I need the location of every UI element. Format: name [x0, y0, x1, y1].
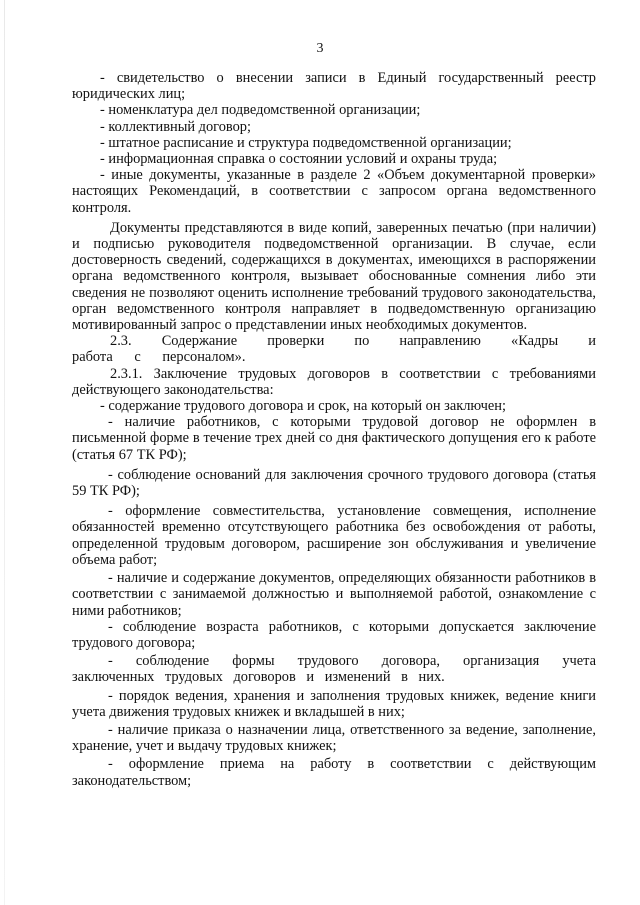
list-item: - наличие приказа о назначении лица, ответственного за ведение, заполнение, хранение, учет и выдачу трудовых книжек; — [72, 721, 596, 755]
list-item: - свидетельство о внесении записи в Единый государственный реестр юридических лиц; — [72, 70, 596, 103]
paragraph: Документы представляются в виде копий, заверенных печатью (при наличии) и подписью руководителя подведомственной организации. В случае, если достоверность сведений, содержащихся в документах, имеющихся в распоряжении органа ведомственного контроля, вызывает обоснованные сомнения либо эти сведения не позволяют оценить исполнение требований трудового законодательства, орган ведомственного контроля направляет в подведомственную организацию мотивированный запрос о представлении иных необходимых документов. — [72, 219, 596, 334]
list-item: - соблюдение оснований для заключения срочного трудового договора (статья 59 ТК РФ); — [72, 466, 596, 500]
section-heading: 2.3. Содержание проверки по направлению «Кадры и работа с персоналом». — [72, 333, 596, 366]
scan-edge — [4, 0, 5, 905]
list-item: - содержание трудового договора и срок, на который он заключен; — [100, 398, 506, 415]
list-item: - номенклатура дел подведомственной организации; — [100, 102, 421, 119]
list-item: - соблюдение формы трудового договора, организация учета заключенных трудовых договоров и изменений в них. — [72, 653, 596, 686]
list-item: - коллективный договор; — [100, 118, 252, 135]
list-item: - иные документы, указанные в разделе 2 «Объем документарной проверки» настоящих Рекомендаций, в соответствии с запросом органа ведомственного контроля. — [72, 167, 596, 216]
list-item: - порядок ведения, хранения и заполнения трудовых книжек, ведение книги учета движения трудовых книжек и вкладышей в них; — [72, 687, 596, 720]
list-item: - оформление совместительства, установление совмещения, исполнение обязанностей временно отсутствующего работника без освобождения от работы, определенной трудовым договором, расширение зон обслуживания и увеличение объема работ; — [72, 503, 596, 568]
list-item: - соблюдение возраста работников, с которыми допускается заключение трудового договора; — [72, 618, 596, 651]
list-item: - штатное расписание и структура подведомственной организации; — [100, 134, 512, 151]
list-item: - информационная справка о состоянии условий и охраны труда; — [100, 151, 498, 168]
list-item: - наличие и содержание документов, определяющих обязанности работников в соответствии с занимаемой должностью и выполняемой работой, ознакомление с ними работников; — [72, 570, 596, 619]
subsection-heading: 2.3.1. Заключение трудовых договоров в соответствии с требованиями действующего законодательства: — [72, 365, 596, 398]
list-item: - наличие работников, с которыми трудовой договор не оформлен в письменной форме в течение трех дней со дня фактического допущения его к работе (статья 67 ТК РФ); — [72, 414, 596, 463]
page-number: 3 — [316, 41, 324, 56]
list-item: - оформление приема на работу в соответствии с действующим законодательством; — [72, 756, 596, 789]
body-text — [72, 70, 596, 789]
